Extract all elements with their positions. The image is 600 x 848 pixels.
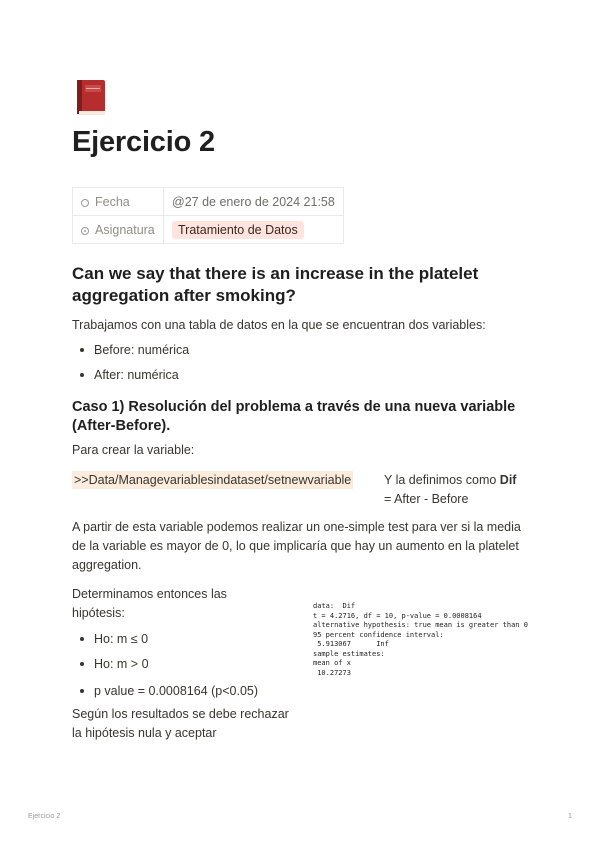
hypothesis-label: Determinamos entonces las hipótesis: xyxy=(72,587,227,620)
create-variable-label: Para crear la variable: xyxy=(72,443,195,457)
section-heading: Can we say that there is an increase in the platelet aggregation after smoking? xyxy=(72,264,479,305)
variable-name: Dif xyxy=(499,473,517,487)
intro-text: Trabajamos con una tabla de datos en la que se encuentran dos variables: xyxy=(72,318,486,332)
conclusion-text: Según los resultados se debe rechazar la hipótesis nula y aceptar xyxy=(72,707,289,740)
property-key: Asignatura xyxy=(95,222,155,237)
case-heading: Caso 1) Resolución del problema a través de una nueva variable (After-Before). xyxy=(72,399,516,434)
subject-tag[interactable]: Tratamiento de Datos xyxy=(172,221,304,239)
menu-path-highlight: >>Data/Managevariablesindataset/setnewvariable xyxy=(74,473,352,487)
property-row-fecha[interactable] xyxy=(73,188,344,216)
define-prefix: Y la definimos como xyxy=(384,473,500,487)
explanation-paragraph: A partir de esta variable podemos realizar un one-simple test para ver si la media de la variable es mayor de 0, lo que implicaría que hay un aumento en la platelet aggregation. xyxy=(72,520,521,572)
list-item: Ho: m > 0 xyxy=(94,655,149,674)
r-output-image: data: Dif t = 4.2716, df = 10, p-value = 0.0008164 alternative hypothesis: true mean is greater than 0 95 percent confidence interval: 5.913067 Inf sample estimates: mean of x 10.27273 xyxy=(313,602,528,677)
list-item: Before: numérica xyxy=(94,341,189,360)
page-number: 1 xyxy=(568,813,572,820)
property-key: Fecha xyxy=(95,194,130,209)
page-title: Ejercicio 2 xyxy=(72,126,215,158)
list-item: p value = 0.0008164 (p<0.05) xyxy=(94,682,258,701)
property-value-date[interactable]: @27 de enero de 2024 21:58 xyxy=(164,188,344,216)
footer-title: Ejercicio 2 xyxy=(28,813,61,820)
select-icon xyxy=(81,227,89,235)
list-item: After: numérica xyxy=(94,366,179,385)
define-formula: = After - Before xyxy=(384,492,469,506)
red-book-icon xyxy=(74,78,110,118)
property-row-asignatura[interactable] xyxy=(73,216,344,244)
list-item: Ho: m ≤ 0 xyxy=(94,630,148,649)
clock-icon xyxy=(81,199,89,207)
variable-definition xyxy=(384,471,544,509)
properties-table xyxy=(72,187,344,244)
